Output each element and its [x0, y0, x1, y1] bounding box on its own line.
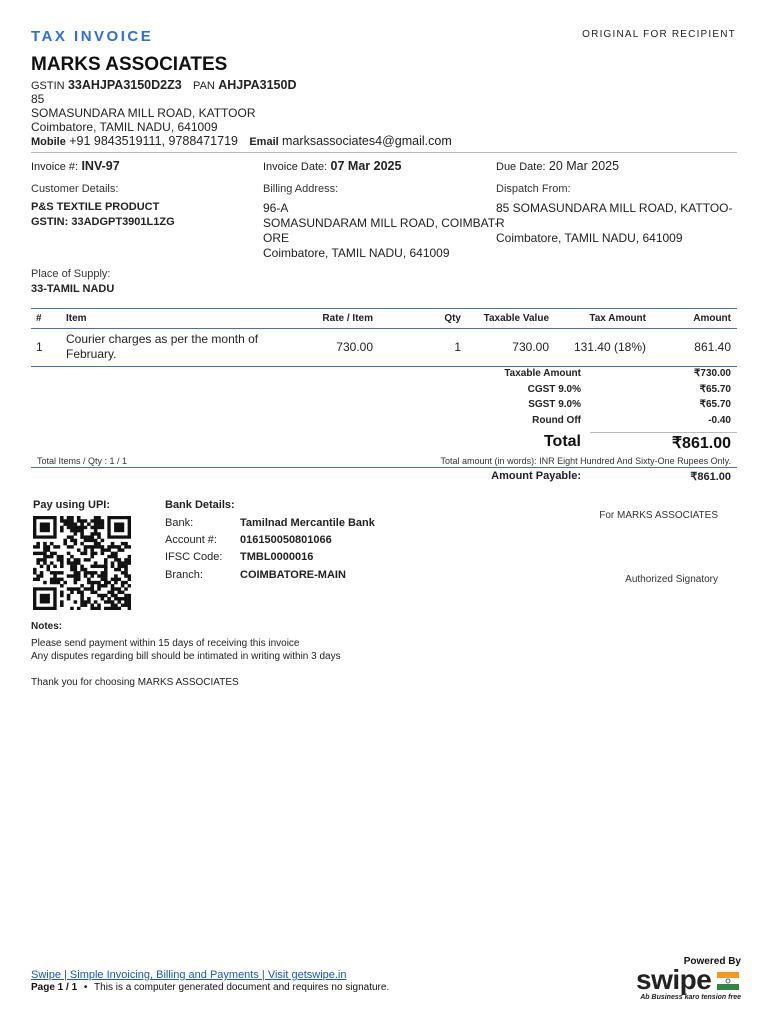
row-amount: 861.40 [694, 340, 731, 354]
total-value: ₹861.00 [671, 435, 731, 452]
col-header-taxable: Taxable Value [483, 313, 549, 324]
pan-label: PAN [193, 80, 215, 92]
company-address-line2: SOMASUNDARA MILL ROAD, KATTOOR [31, 106, 256, 120]
generated-disclaimer: This is a computer generated document and requires no signature. [94, 982, 390, 993]
amount-payable-label: Amount Payable: [491, 470, 581, 482]
round-off-value: -0.40 [708, 415, 731, 426]
invoice-date [263, 159, 401, 173]
cgst-label: CGST 9.0% [527, 384, 581, 395]
col-header-item: Item [66, 313, 87, 324]
gstin-label: GSTIN [31, 80, 65, 92]
header-divider [31, 152, 737, 153]
col-header-amount: Amount [693, 313, 731, 324]
col-header-qty: Qty [444, 313, 461, 324]
authorized-signatory: Authorized Signatory [625, 574, 718, 585]
table-top-rule [31, 308, 737, 309]
ifsc-code: TMBL0000016 [240, 551, 314, 563]
invoice-date-value: 07 Mar 2025 [330, 159, 402, 173]
bank-label: Bank: [165, 517, 194, 529]
branch-name: COIMBATORE-MAIN [240, 569, 346, 581]
swipe-footer-link[interactable]: Swipe | Simple Invoicing, Billing and Payments | Visit getswipe.in [31, 969, 347, 981]
words-rule [31, 467, 737, 468]
company-tax-ids [31, 78, 296, 92]
page-number: Page 1 / 1 [31, 982, 78, 993]
swipe-logo [636, 964, 742, 994]
bullet-separator: • [83, 982, 88, 993]
thanks-note: Thank you for choosing MARKS ASSOCIATES [31, 677, 239, 688]
account-number: 016150050801066 [240, 534, 332, 546]
company-email[interactable]: marksassociates4@gmail.com [282, 134, 452, 148]
upi-qr-code[interactable] [33, 516, 131, 610]
billing-address-line1: 96-A [263, 201, 289, 215]
billing-address-line3: ORE [263, 231, 290, 245]
col-header-rate: Rate / Item [322, 313, 373, 324]
billing-address-label: Billing Address: [263, 183, 339, 195]
signature-for: For MARKS ASSOCIATES [599, 510, 718, 521]
account-label: Account #: [165, 534, 217, 546]
notes-title: Notes: [31, 621, 63, 632]
table-bottom-rule [31, 366, 737, 367]
email-label: Email [249, 136, 279, 148]
place-of-supply-label: Place of Supply: [31, 268, 111, 280]
total-items-qty: Total Items / Qty : 1 / 1 [37, 456, 128, 466]
due-date [496, 159, 619, 173]
branch-label: Branch: [165, 569, 203, 581]
billing-address-line2: SOMASUNDARAM MILL ROAD, COIMBAT- [263, 216, 499, 230]
company-pan: AHJPA3150D [218, 78, 297, 92]
dispatch-from-label: Dispatch From: [496, 183, 571, 195]
invoice-number-value: INV-97 [81, 159, 120, 173]
footer-page-info [31, 982, 389, 993]
powered-by-label: Powered By [683, 956, 741, 967]
company-gstin: 33AHJPA3150D2Z3 [67, 78, 182, 92]
bank-details-title: Bank Details: [165, 499, 235, 511]
notes-line1: Please send payment within 15 days of receiving this invoice [31, 638, 300, 649]
col-header-tax: Tax Amount [589, 313, 646, 324]
company-name: MARKS ASSOCIATES [31, 54, 228, 75]
company-contact [31, 134, 452, 148]
invoice-number-label: Invoice #: [31, 161, 79, 173]
round-off-label: Round Off [532, 415, 581, 426]
mobile-label: Mobile [31, 136, 66, 148]
dispatch-line1: 85 SOMASUNDARA MILL ROAD, KATTOO- [496, 201, 733, 215]
swipe-tagline: Ab Business karo tension free [640, 994, 741, 1001]
company-address-line3: Coimbatore, TAMIL NADU, 641009 [31, 120, 218, 134]
notes-line2: Any disputes regarding bill should be intimated in writing within 3 days [31, 651, 341, 662]
sgst-value: ₹65.70 [699, 399, 731, 410]
taxable-amount-value: ₹730.00 [694, 368, 731, 379]
row-no: 1 [36, 340, 43, 354]
due-date-value: 20 Mar 2025 [548, 159, 620, 173]
cgst-value: ₹65.70 [699, 384, 731, 395]
dispatch-line2: R [496, 216, 505, 230]
place-of-supply-value: 33-TAMIL NADU [31, 283, 115, 295]
customer-gstin: GSTIN: 33ADGPT3901L1ZG [31, 216, 175, 228]
india-flag-icon [717, 972, 739, 990]
dispatch-line3: Coimbatore, TAMIL NADU, 641009 [496, 231, 683, 245]
bank-name: Tamilnad Mercantile Bank [240, 517, 375, 529]
total-label: Total [543, 433, 581, 450]
qr-code-graphic [33, 516, 131, 610]
row-rate: 730.00 [336, 340, 373, 354]
row-tax: 131.40 (18%) [573, 340, 646, 354]
invoice-date-label: Invoice Date: [263, 161, 328, 173]
ifsc-label: IFSC Code: [165, 551, 223, 563]
amount-in-words: Total amount (in words): INR Eight Hundred And Sixty-One Rupees Only. [440, 456, 731, 466]
customer-name: P&S TEXTILE PRODUCT [31, 201, 160, 213]
pay-upi-label: Pay using UPI: [33, 499, 111, 511]
customer-details-label: Customer Details: [31, 183, 119, 195]
row-qty: 1 [454, 340, 461, 354]
copy-label: ORIGINAL FOR RECIPIENT [582, 29, 736, 40]
billing-address-line4: Coimbatore, TAMIL NADU, 641009 [263, 246, 450, 260]
taxable-amount-label: Taxable Amount [504, 368, 581, 379]
row-item-line1: Courier charges as per the month of [66, 332, 259, 346]
invoice-number [31, 159, 120, 173]
swipe-logo-text: swipe [636, 964, 712, 995]
row-taxable: 730.00 [512, 340, 549, 354]
document-type: TAX INVOICE [31, 28, 154, 45]
table-header-rule [31, 328, 737, 329]
due-date-label: Due Date: [496, 161, 546, 173]
sgst-label: SGST 9.0% [528, 399, 581, 410]
row-item-line2: February. [66, 347, 117, 361]
company-address-line1: 85 [31, 92, 45, 106]
col-header-no: # [36, 313, 42, 324]
company-mobile: +91 9843519111, 9788471719 [69, 134, 238, 148]
amount-payable-value: ₹861.00 [690, 471, 731, 483]
